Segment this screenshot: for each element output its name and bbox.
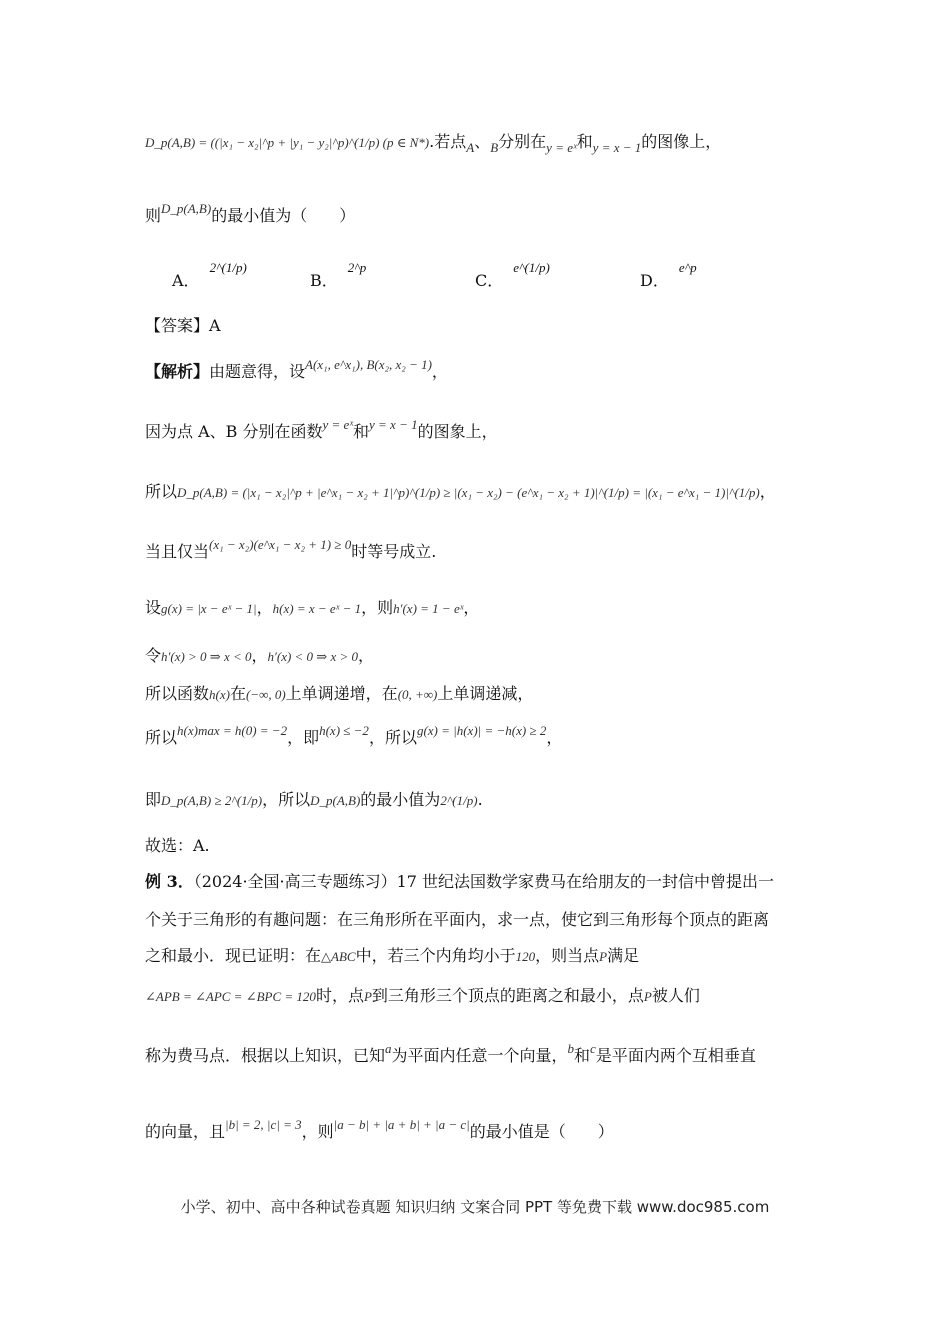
math: y = x − 1 [369,417,418,432]
text: ，所以 [368,728,417,747]
page-footer: 小学、初中、高中各种试卷真题 知识归纳 文案合同 PPT 等免费下载 www.doc985.com [180,1198,770,1216]
math: y = eˣ [322,417,353,432]
math-inequality: D_p(A,B) = (|x₁ − x₂|^p + |e^x₁ − x₂ + 1|^p)^(1/p) ≥ |(x₁ − x₂) − (e^x₁ − x₂ + 1)|^(1/p) = |(x₁ − e^x₁ − 1)|^(1/p) [177,485,760,500]
example-line-1 [145,872,774,892]
answer: 【答案】A [145,316,221,335]
math: ∠APB = ∠APC = ∠BPC = 120 [145,989,316,1004]
math-point-b: B [490,140,499,155]
choose-line [145,836,210,856]
math: b [567,1041,575,1056]
math-line-func: y = x − 1 [592,140,642,155]
math-dp-definition: D_p(A,B) = ((|x₁ − x₂|^p + |y₁ − y₂|^p)^(1/p) (p ∈ N*) [145,135,430,150]
text: 所以 [145,482,178,501]
option-c [475,260,550,291]
analysis-line-7 [145,684,533,705]
text: ，则 [301,1122,334,1141]
option-label: A． [172,271,200,290]
example-label: 例 3． [145,872,194,891]
math: (−∞, 0) [245,687,286,702]
analysis-line-5 [145,598,479,619]
math: |b| = 2, |c| = 3 [225,1117,302,1132]
text: ，则 [361,598,394,617]
text: ， [358,646,375,665]
text: 和 [574,1046,591,1065]
text: 的最小值是（ ） [469,1122,614,1141]
text: 即 [145,790,162,809]
text: 上单调递减， [437,684,534,703]
text: ，则当点 [535,946,600,965]
text: ， [256,598,273,617]
text: 的最小值为（ ） [211,206,356,225]
text: 则 [145,206,162,225]
text: 时，点 [315,986,364,1005]
analysis-line-2 [145,417,498,443]
text: ， [251,646,268,665]
text: 和 [576,132,593,151]
text: 设 [145,598,162,617]
option-value: e^p [678,260,697,275]
math-condition: (x₁ − x₂)(e^x₁ − x₂ + 1) ≥ 0 [209,537,352,552]
text: 、 [474,132,491,151]
text: 时等号成立. [351,542,437,561]
text: ， [759,482,776,501]
text: 的向量，且 [145,1122,226,1141]
math: g(x) = |x − eˣ − 1| [161,601,257,616]
text: 到三角形三个顶点的距离之和最小，点 [371,986,644,1005]
option-label: C． [475,271,504,290]
text: 因为点 A、B 分别在函数 [145,422,323,441]
example-line-3 [145,946,639,967]
option-value: 2^p [347,260,367,275]
example-line-4 [145,986,700,1007]
text: 称为费马点．根据以上知识，已知 [145,1046,386,1065]
math: △ABC [321,949,356,964]
math: (0, +∞) [397,687,438,702]
math: D_p(A,B) [310,793,361,808]
text: 当且仅当 [145,542,210,561]
option-value: 2^(1/p) [209,260,247,275]
math: |a − b| + |a + b| + |a − c| [333,1117,470,1132]
text: 的最小值为 [360,790,441,809]
math: h′(x) > 0 ⇒ x < 0 [161,649,252,664]
text: 在 [229,684,246,703]
text: 的图象上， [417,422,498,441]
math-point-a: A [466,140,475,155]
answer-line [145,316,221,336]
math-exp-func: y = eˣ [546,140,577,155]
text: 令 [145,646,162,665]
math: D_p(A,B) ≥ 2^(1/p) [161,793,263,808]
math: 120 [515,949,536,964]
math: h′(x) = 1 − eˣ [393,601,464,616]
math: P [363,989,372,1004]
math: g(x) = |h(x)| = −h(x) ≥ 2 [416,723,547,738]
analysis-line-3 [145,482,776,503]
problem-line-2 [145,201,356,227]
text: ，即 [287,728,320,747]
option-b [310,260,367,291]
text: （2024·全国·高三专题练习）17 世纪法国数学家费马在给朋友的一封信中曾提出一 [193,872,775,891]
text: ，所以 [262,790,311,809]
text: ， [546,728,563,747]
text: 所以函数 [145,684,210,703]
problem-line-1 [145,132,721,153]
math: h(x)max = h(0) = −2 [177,723,288,738]
text: 之和最小．现已证明：在 [145,946,322,965]
text: ， [431,362,448,381]
text: 满足 [607,946,640,965]
example-line-6 [145,1117,614,1143]
text: 是平面内两个互相垂直 [595,1046,756,1065]
option-label: D． [640,271,669,290]
text: 个关于三角形的有趣问题：在三角形所在平面内，求一点，使它到三角形每个顶点的距离 [145,910,770,929]
text: 上单调递增，在 [285,684,398,703]
text: 所以 [145,728,178,747]
math: h(x) [209,687,230,702]
option-a [172,260,247,291]
analysis-line-9 [145,790,483,811]
analysis-line-8 [145,723,563,749]
math: h(x) ≤ −2 [319,723,369,738]
text: .若点 [429,132,467,151]
example-line-5 [145,1041,756,1067]
text: ， [463,598,480,617]
math-points: A(x₁, e^x₁), B(x₂, x₂ − 1) [305,357,432,372]
math: h(x) = x − eˣ − 1 [272,601,362,616]
option-d [640,260,697,291]
analysis-line-1 [145,357,448,383]
math: a [385,1041,392,1056]
analysis-line-4 [145,537,437,563]
text: 和 [352,422,369,441]
math: h′(x) < 0 ⇒ x > 0 [267,649,358,664]
option-label: B． [310,271,338,290]
text: 由题意得，设 [209,362,306,381]
analysis-label: 【解析】 [145,362,210,381]
example-line-2 [145,910,769,930]
math: P [643,989,652,1004]
text: 中，若三个内角均小于 [355,946,516,965]
text: . [477,790,483,809]
text: 为平面内任意一个向量， [391,1046,568,1065]
math: P [599,949,608,964]
text: 被人们 [651,986,700,1005]
text: 分别在 [498,132,547,151]
text: 的图像上， [641,132,722,151]
math-dp: D_p(A,B) [161,201,212,216]
math: c [590,1041,596,1056]
text: 故选：A. [145,836,210,855]
option-value: e^(1/p) [513,260,550,275]
analysis-line-6 [145,646,374,667]
math: 2^(1/p) [440,793,478,808]
